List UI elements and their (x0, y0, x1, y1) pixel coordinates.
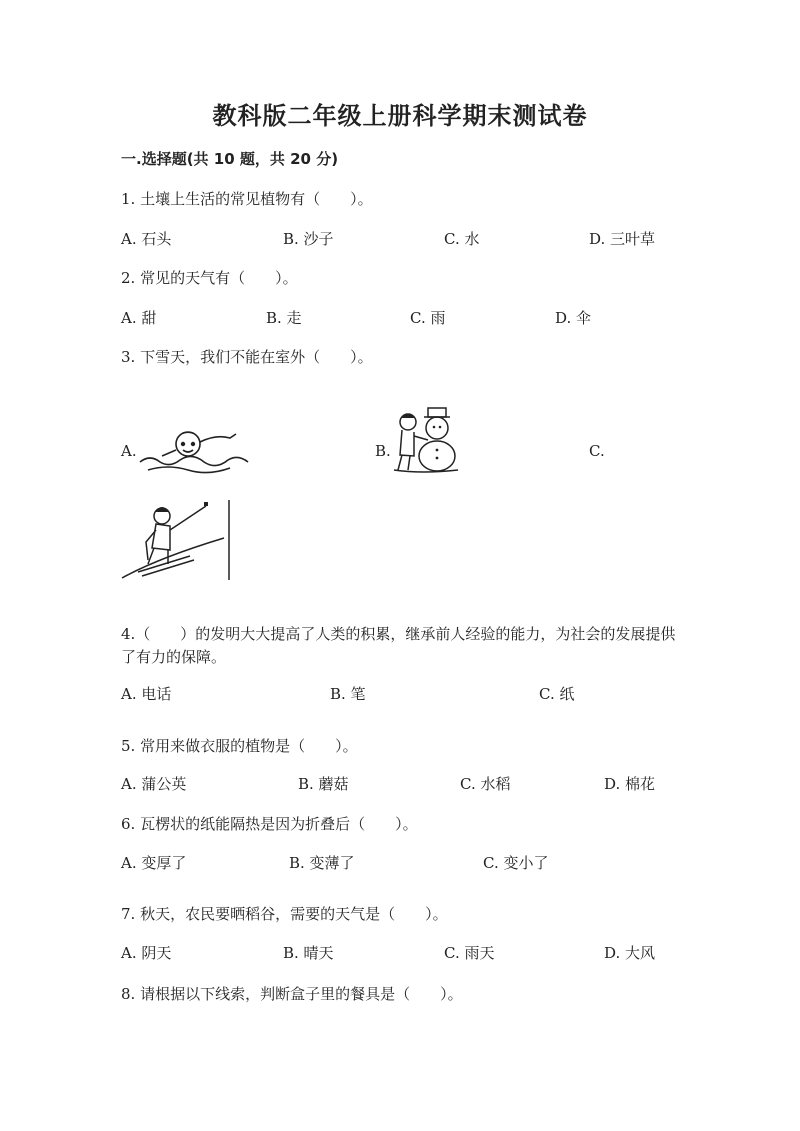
snowman-children-icon (392, 400, 462, 475)
q2-option-b[interactable]: B. 走 (266, 309, 302, 327)
question-2: 2. 常见的天气有（ ）。 (121, 269, 298, 287)
q2-option-a[interactable]: A. 甜 (121, 309, 157, 327)
q5-option-d[interactable]: D. 棉花 (604, 775, 656, 793)
q1-option-d[interactable]: D. 三叶草 (589, 230, 656, 248)
question-3: 3. 下雪天，我们不能在室外（ ）。 (121, 348, 373, 366)
q3-option-a[interactable]: A. (121, 442, 137, 460)
section-heading: 一.选择题(共 10 题，共 20 分) (121, 150, 339, 168)
q4-option-c[interactable]: C. 纸 (539, 685, 575, 703)
q3-option-b[interactable]: B. (375, 442, 391, 460)
q7-option-d[interactable]: D. 大风 (604, 944, 656, 962)
skiing-child-icon (118, 498, 233, 583)
question-4: 4.（ ）的发明大大提高了人类的积累，继承前人经验的能力，为社会的发展提供了有力的保障。 (121, 625, 676, 666)
q7-option-a[interactable]: A. 阴天 (121, 944, 172, 962)
swimming-child-icon (138, 420, 250, 475)
q7-option-c[interactable]: C. 雨天 (444, 944, 495, 962)
q5-option-a[interactable]: A. 蒲公英 (121, 775, 187, 793)
exam-title: 教科版二年级上册科学期末测试卷 (212, 101, 588, 130)
q6-option-c[interactable]: C. 变小了 (483, 854, 549, 872)
q4-option-a[interactable]: A. 电话 (121, 685, 172, 703)
q5-option-c[interactable]: C. 水稻 (460, 775, 511, 793)
q6-option-b[interactable]: B. 变薄了 (289, 854, 355, 872)
q4-option-b[interactable]: B. 笔 (330, 685, 366, 703)
q1-option-c[interactable]: C. 水 (444, 230, 480, 248)
q1-option-b[interactable]: B. 沙子 (283, 230, 334, 248)
q2-option-d[interactable]: D. 伞 (555, 309, 592, 327)
q6-option-a[interactable]: A. 变厚了 (121, 854, 187, 872)
question-8: 8. 请根据以下线索，判断盒子里的餐具是（ ）。 (121, 985, 463, 1003)
q1-option-a[interactable]: A. 石头 (121, 230, 172, 248)
question-7: 7. 秋天，农民要晒稻谷，需要的天气是（ ）。 (121, 905, 448, 923)
q5-option-b[interactable]: B. 蘑菇 (298, 775, 349, 793)
q3-option-c[interactable]: C. (589, 442, 605, 460)
question-5: 5. 常用来做衣服的植物是（ ）。 (121, 737, 358, 755)
q2-option-c[interactable]: C. 雨 (410, 309, 446, 327)
question-6: 6. 瓦楞状的纸能隔热是因为折叠后（ ）。 (121, 815, 418, 833)
q7-option-b[interactable]: B. 晴天 (283, 944, 334, 962)
question-1: 1. 土壤上生活的常见植物有（ ）。 (121, 190, 373, 208)
